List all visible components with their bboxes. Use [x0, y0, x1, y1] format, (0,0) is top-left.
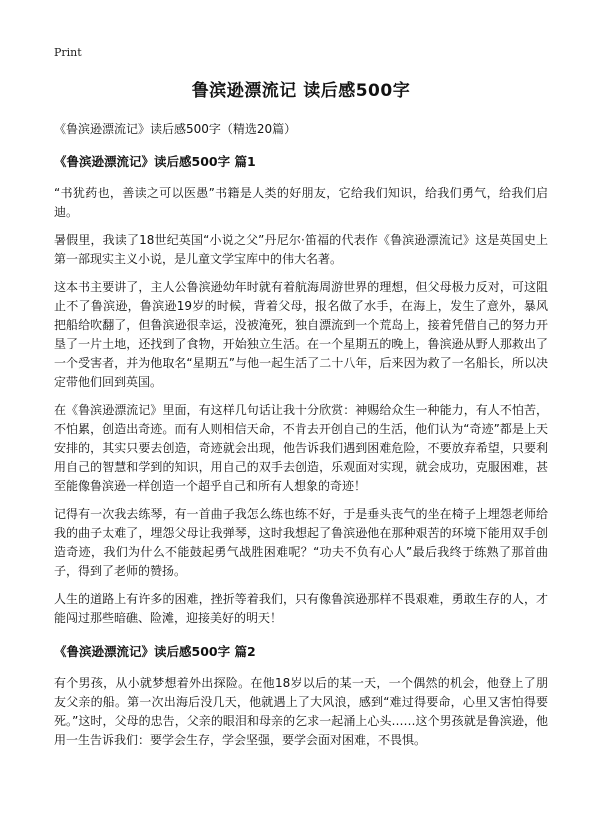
paragraph: 暑假里，我读了18世纪英国“小说之父”丹尼尔·笛福的代表作《鲁滨逊漂流记》这是英国史上第一部现实主义小说，是儿童文学宝库中的伟大名著。	[54, 233, 548, 266]
section-heading: 《鲁滨逊漂流记》读后感500字 篇2	[54, 644, 256, 659]
page-title: 鲁滨逊漂流记 读后感500字	[191, 81, 411, 101]
paragraph: 有个男孩，从小就梦想着外出探险。在他18岁以后的某一天，一个偶然的机会，他登上了朋友父亲的船。第一次出海后没几天，他就遇上了大风浪，感到“难过得要命，心里又害怕得要死。”这时，父母的忠告，父亲的眼泪和母亲的乞求一起涌上心头……这个男孩就是鲁滨逊，他用一生告诉我们：要学会生存，学会坚强，要学会面对困难，不畏惧。	[54, 676, 548, 747]
paragraph: 这本书主要讲了，主人公鲁滨逊幼年时就有着航海周游世界的理想，但父母极力反对，可这阻止不了鲁滨逊，鲁滨逊19岁的时候，背着父母，报名做了水手，在海上，发生了意外，暴风把船给吹翻了，但鲁滨逊很幸运，没被淹死，独自漂流到一个荒岛上，接着凭借自己的努力开垦了一片土地，还找到了食物，开始独立生活。在一个星期五的晚上，鲁滨逊从野人那救出了一个受害者，并为他取名“星期五”与他一起生活了二十八年，后来因为救了一名船长，所以决定带他们回到英国。	[54, 280, 548, 389]
paragraph: 在《鲁滨逊漂流记》里面，有这样几句话让我十分欣赏：神赐给众生一种能力，有人不怕苦，不怕累，创造出奇迹。而有人则相信天命，不肯去开创自己的生活，他们认为“奇迹”都是上天安排的，其实只要去创造，奇迹就会出现，他告诉我们遇到困难危险，不要放弃希望，只要利用自己的智慧和学到的知识，用自己的双手去创造，乐观面对实现，就会成功，克服困难，甚至能像鲁滨逊一样创造一个超乎自己和所有人想象的奇迹！	[54, 403, 548, 493]
document-subtitle: 《鲁滨逊漂流记》读后感500字（精选20篇）	[54, 122, 297, 136]
article-section-2	[54, 642, 548, 750]
paragraph: 记得有一次我去练琴，有一首曲子我怎么练也练不好，于是垂头丧气的坐在椅子上埋怨老师给我的曲子太难了，埋怨父母让我弹琴，这时我想起了鲁滨逊他在那种艰苦的环境下能用双手创造奇迹，我们为什么不能鼓起勇气战胜困难呢？“功夫不负有心人”最后我终于练熟了那首曲子，得到了老师的赞扬。	[54, 507, 548, 578]
paragraph: 人生的道路上有许多的困难，挫折等着我们，只有像鲁滨逊那样不畏艰难，勇敢生存的人，才能闯过那些暗礁、险滩，迎接美好的明天！	[54, 592, 548, 625]
paragraph: “书犹药也，善读之可以医愚”书籍是人类的好朋友，它给我们知识，给我们勇气，给我们启迪。	[54, 186, 548, 219]
print-link[interactable]: Print	[54, 46, 82, 59]
article-section-1	[54, 152, 548, 628]
section-heading: 《鲁滨逊漂流记》读后感500字 篇1	[54, 154, 256, 169]
